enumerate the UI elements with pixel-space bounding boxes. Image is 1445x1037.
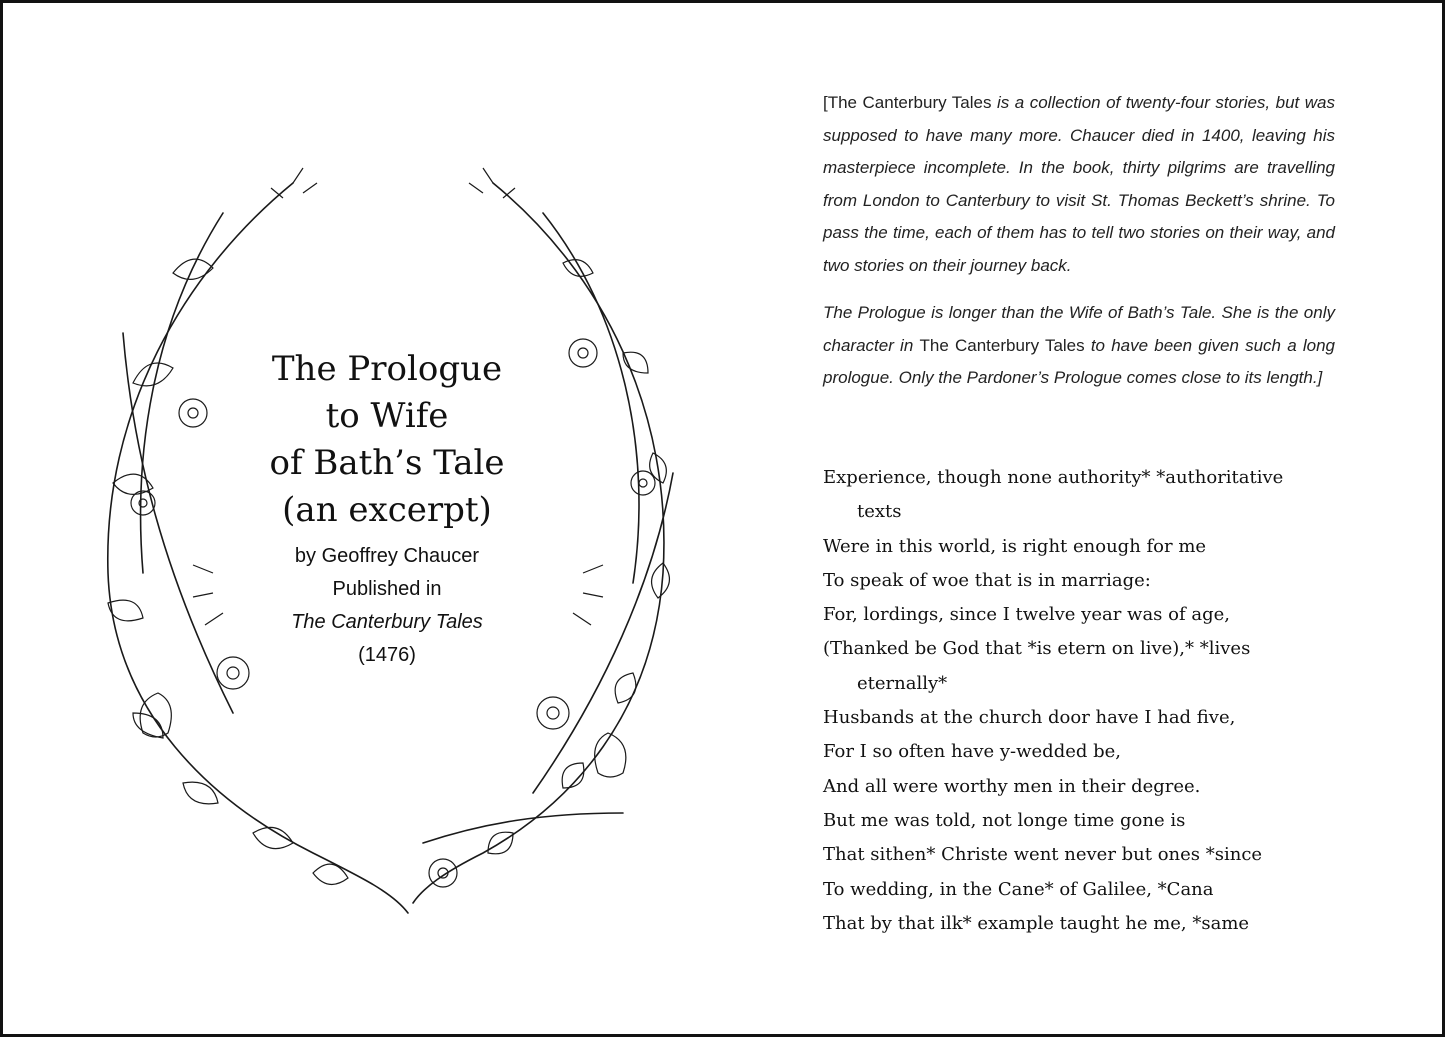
right-page <box>723 3 1442 1034</box>
intro-paragraph <box>823 87 1335 282</box>
poem-line: Were in this world, is right enough for me <box>823 535 1207 557</box>
title-line: to Wife <box>325 396 449 436</box>
intro-note <box>823 87 1335 410</box>
poem-line: That sithen* Christe went never but ones *since <box>823 844 1263 866</box>
poem-line: For, lordings, since I twelve year was of age, <box>823 604 1230 626</box>
poem-line: To speak of woe that is in marriage: <box>823 569 1151 591</box>
poem-line: Experience, though none authority* *authoritative <box>823 467 1284 488</box>
byline: by Geoffrey Chaucer <box>294 545 480 567</box>
intro-text: The Prologue is longer than the Wife of Bath’s Tale. She is the only character in <box>823 303 1335 355</box>
intro-text: is a collection of twenty-four stories, but was supposed to have many more. Chaucer died in 1400, leaving his masterpiece incomplete. In the book, thirty pilgrims are travelling from London to Canterbury to visit St. Thomas Beckett’s shrine. To pass the time, each of them has to tell two stories on their way, and two stories on their journey back. <box>823 93 1336 275</box>
poem-line: To wedding, in the Cane* of Galilee, *Cana <box>823 878 1214 900</box>
intro-paragraph <box>823 297 1335 395</box>
poem-line: But me was told, not longe time gone is <box>823 809 1186 831</box>
intro-book-ref: The Canterbury Tales <box>919 335 1085 355</box>
page-title <box>237 346 537 534</box>
published-label: Published in <box>332 578 442 600</box>
poem-excerpt <box>823 461 1363 941</box>
poem-line-continuation: eternally* <box>857 672 948 694</box>
book-title: The Canterbury Tales <box>291 611 483 633</box>
poem-line: Husbands at the church door have I had five, <box>823 707 1236 729</box>
intro-book-ref: [The Canterbury Tales <box>823 93 992 112</box>
intro-text: to have been given such a long prologue. Only the Pardoner’s Prologue comes close to its length.] <box>823 335 1335 387</box>
poem-line: (Thanked be God that *is etern on live),* *lives <box>823 638 1251 660</box>
poem-line: That by that ilk* example taught he me, *same <box>823 912 1250 934</box>
publication-info <box>237 540 537 672</box>
title-line: The Prologue <box>271 349 503 389</box>
poem-line-continuation: texts <box>857 501 902 523</box>
left-page <box>3 3 723 1034</box>
title-block <box>237 346 537 672</box>
title-line: (an excerpt) <box>282 490 492 530</box>
publication-year: (1476) <box>358 644 416 666</box>
title-line: of Bath’s Tale <box>269 443 505 483</box>
poem-line: And all were worthy men in their degree. <box>823 775 1201 797</box>
poem-line: For I so often have y-wedded be, <box>823 741 1122 763</box>
